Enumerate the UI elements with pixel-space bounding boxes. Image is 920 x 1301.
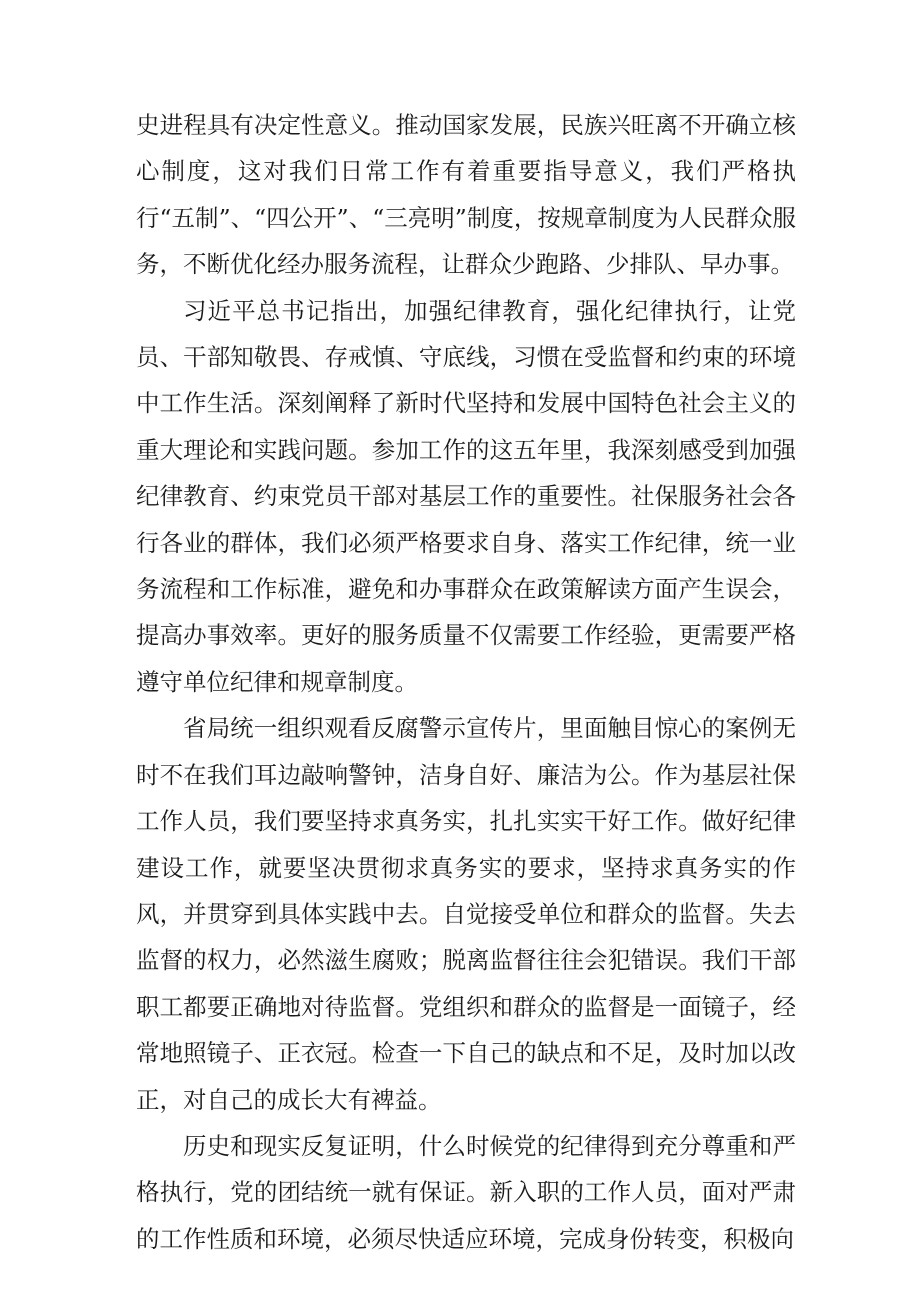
paragraph-4: 历史和现实反复证明，什么时候党的纪律得到充分尊重和严格执行，党的团结统一就有保证。新入职的工作人员，面对严肃的工作性质和环境，必须尽快适应环境，完成身份转变，积极向	[136, 1131, 796, 1253]
paragraph-1: 史进程具有决定性意义。推动国家发展，民族兴旺离不开确立核心制度，这对我们日常工作有着重要指导意义，我们严格执行“五制”、“四公开”、“三亮明”制度，按规章制度为人民群众服务，不断优化经办服务流程，让群众少跑路、少排队、早办事。	[136, 111, 796, 279]
paragraph-2: 习近平总书记指出，加强纪律教育，强化纪律执行，让党员、干部知敬畏、存戒慎、守底线，习惯在受监督和约束的环境中工作生活。深刻阐释了新时代坚持和发展中国特色社会主义的重大理论和实践问题。参加工作的这五年里，我深刻感受到加强纪律教育、约束党员干部对基层工作的重要性。社保服务社会各行各业的群体，我们必须严格要求自身、落实工作纪律，统一业务流程和工作标准，避免和办事群众在政策解读方面产生误会，提高办事效率。更好的服务质量不仅需要工作经验，更需要严格遵守单位纪律和规章制度。	[136, 296, 796, 696]
paragraph-3: 省局统一组织观看反腐警示宣传片，里面触目惊心的案例无时不在我们耳边敲响警钟，洁身自好、廉洁为公。作为基层社保工作人员，我们要坚持求真务实，扎扎实实干好工作。做好纪律建设工作，就要坚决贯彻求真务实的要求，坚持求真务实的作风，并贯穿到具体实践中去。自觉接受单位和群众的监督。失去监督的权力，必然滋生腐败；脱离监督往往会犯错误。我们干部职工都要正确地对待监督。党组织和群众的监督是一面镜子，经常地照镜子、正衣冠。检查一下自己的缺点和不足，及时加以改正，对自己的成长大有裨益。	[136, 714, 796, 1114]
document-body	[136, 102, 796, 1262]
